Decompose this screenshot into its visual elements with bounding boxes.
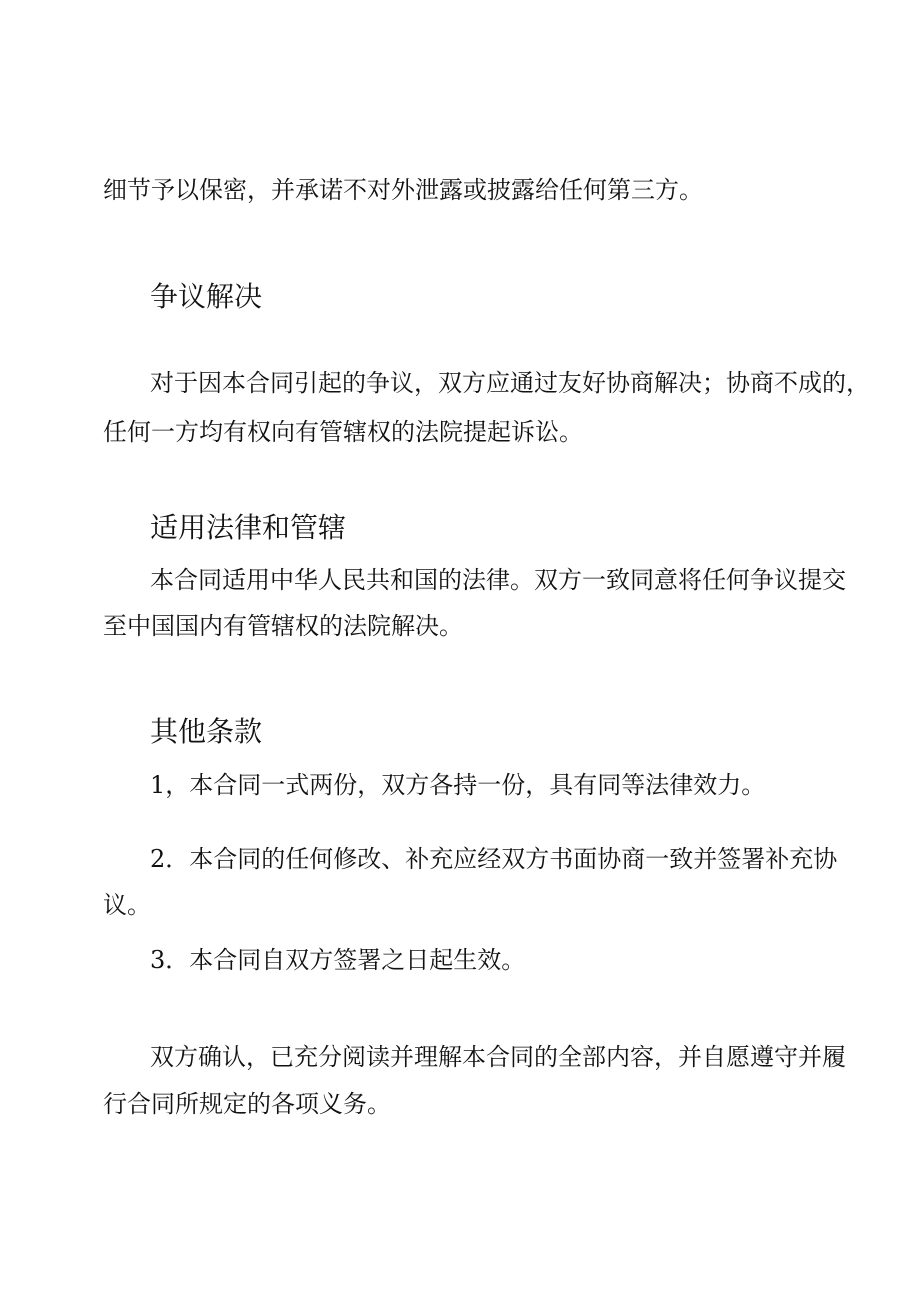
clause-2-line-2: 议。 (103, 891, 151, 919)
clause-1: 1，本合同一式两份，双方各持一份，具有同等法律效力。 (150, 771, 766, 799)
heading-dispute-resolution: 争议解决 (150, 280, 263, 313)
confirmation-line-1: 双方确认，已充分阅读并理解本合同的全部内容，并自愿遵守并履 (150, 1043, 846, 1071)
clause-2-line-1: 2．本合同的任何修改、补充应经双方书面协商一致并签署补充协 (150, 845, 838, 873)
confidentiality-tail-line: 细节予以保密，并承诺不对外泄露或披露给任何第三方。 (103, 176, 703, 204)
clause-3: 3．本合同自双方签署之日起生效。 (150, 946, 526, 974)
dispute-paragraph-line-1: 对于因本合同引起的争议，双方应通过友好协商解决；协商不成的， (150, 369, 870, 397)
heading-other-terms: 其他条款 (150, 715, 263, 748)
heading-governing-law: 适用法律和管辖 (150, 511, 347, 544)
governing-law-line-2: 至中国国内有管辖权的法院解决。 (103, 612, 463, 640)
dispute-paragraph-line-2: 任何一方均有权向有管辖权的法院提起诉讼。 (103, 418, 583, 446)
confirmation-line-2: 行合同所规定的各项义务。 (103, 1090, 391, 1118)
governing-law-line-1: 本合同适用中华人民共和国的法律。双方一致同意将任何争议提交 (150, 566, 846, 594)
